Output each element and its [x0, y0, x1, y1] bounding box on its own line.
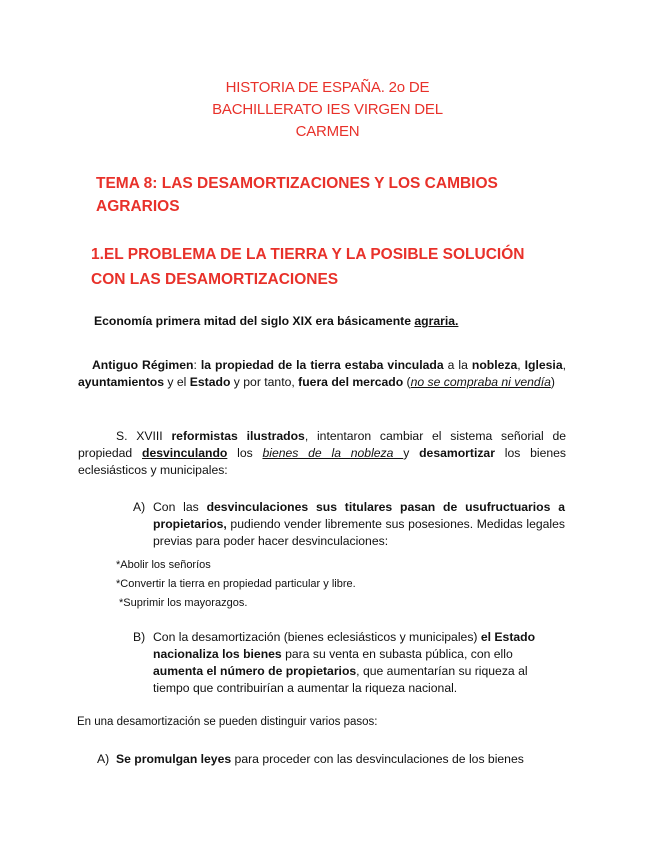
list-item-b	[133, 629, 565, 697]
p3-reformistas: reformistas ilustrados	[171, 429, 305, 443]
list-a-con: Con las	[153, 500, 207, 514]
p3-bienes: los bienes eclesiásticos y municipales:	[78, 446, 567, 477]
header-line-1: HISTORIA DE ESPAÑA. 2o DE	[225, 79, 430, 96]
section-title: 1.EL PROBLEMA DE LA TIERRA Y LA POSIBLE SOLUCIÓN CON LAS DESAMORTIZACIONES	[91, 246, 525, 288]
list-b-text	[153, 629, 565, 697]
p2-sep8: )	[550, 375, 555, 389]
sub-item-abolir: *Abolir los señoríos	[116, 559, 211, 571]
p1-text: Economía primera mitad del siglo XIX era básicamente	[94, 314, 415, 328]
list-item-pasos-a	[97, 751, 557, 768]
list-marker-pasos-a: A)	[97, 752, 110, 766]
p2-iglesia: Iglesia	[524, 358, 563, 372]
p2-sep5: y el	[164, 375, 190, 389]
p2-sep2: a la	[443, 358, 472, 372]
document-header	[120, 77, 535, 143]
p2-sep7: (	[403, 375, 411, 389]
list-c-leyes: Se promulgan leyes	[116, 752, 232, 766]
p2-sep3: ,	[517, 358, 525, 372]
p2-propiedad: la propiedad de la tierra estaba vinculada	[200, 358, 444, 372]
list-b-con: Con la desamortización (bienes eclesiásticos y municipales)	[153, 630, 481, 644]
p2-no-compraba: no se compraba ni vendía	[410, 375, 551, 389]
list-b-rest: , que aumentarían su riqueza al tiempo que contribuirían a aumentar la riqueza nacional.	[153, 664, 528, 695]
list-a-rest: pudiendo vender libremente sus posesiones. Medidas legales previas para poder hacer desvinculaciones:	[153, 517, 565, 548]
p2-sep4: ,	[562, 358, 566, 372]
p3-y: y	[403, 446, 420, 460]
p1-underline: agraria.	[414, 314, 459, 328]
paragraph-pasos: En una desamortización se pueden distinguir varios pasos:	[77, 716, 378, 728]
p2-nobleza: nobleza	[471, 358, 518, 372]
list-b-aumenta: aumenta el número de propietarios	[153, 664, 357, 678]
p2-sep6: y por tanto,	[230, 375, 299, 389]
p3-intentaron: , intentaron cambiar el sistema señorial de propiedad	[78, 429, 566, 460]
paragraph-economia	[94, 313, 564, 330]
header-line-3: CARMEN	[295, 123, 360, 140]
sub-item-convertir: *Convertir la tierra en propiedad particular y libre.	[116, 578, 356, 590]
sub-item-suprimir: *Suprimir los mayorazgos.	[119, 597, 248, 609]
p3-los: los	[227, 446, 263, 460]
list-b-venta: para su venta en subasta pública, con ello	[281, 647, 513, 661]
list-c-text	[116, 751, 557, 768]
p2-ayuntamientos: ayuntamientos	[78, 375, 165, 389]
list-marker-a: A)	[133, 500, 146, 514]
p3-bienes-nobleza: bienes de la nobleza	[262, 446, 404, 460]
p2-estado: Estado	[189, 375, 231, 389]
p3-desvinculando: desvinculando	[142, 446, 228, 460]
list-a-text	[153, 499, 565, 550]
p2-fuera-mercado: fuera del mercado	[298, 375, 404, 389]
p2-sep1: :	[193, 358, 201, 372]
tema-title: TEMA 8: LAS DESAMORTIZACIONES Y LOS CAMBIOS AGRARIOS	[96, 175, 498, 215]
paragraph-siglo-xviii	[78, 428, 566, 479]
list-c-rest: para proceder con las desvinculaciones de los bienes	[231, 752, 524, 766]
header-line-2: BACHILLERATO IES VIRGEN DEL	[212, 101, 443, 118]
p3-siglo: S. XVIII	[116, 429, 172, 443]
list-marker-b: B)	[133, 630, 146, 644]
list-item-a	[133, 499, 565, 550]
p3-desamortizar: desamortizar	[419, 446, 495, 460]
list-a-desvinculaciones: desvinculaciones sus titulares pasan de usufructuarios a propietarios,	[153, 500, 565, 531]
list-b-estado: el Estado nacionaliza los bienes	[153, 630, 536, 661]
paragraph-antiguo-regimen	[78, 357, 566, 391]
p2-antiguo-regimen: Antiguo Régimen	[92, 358, 194, 372]
